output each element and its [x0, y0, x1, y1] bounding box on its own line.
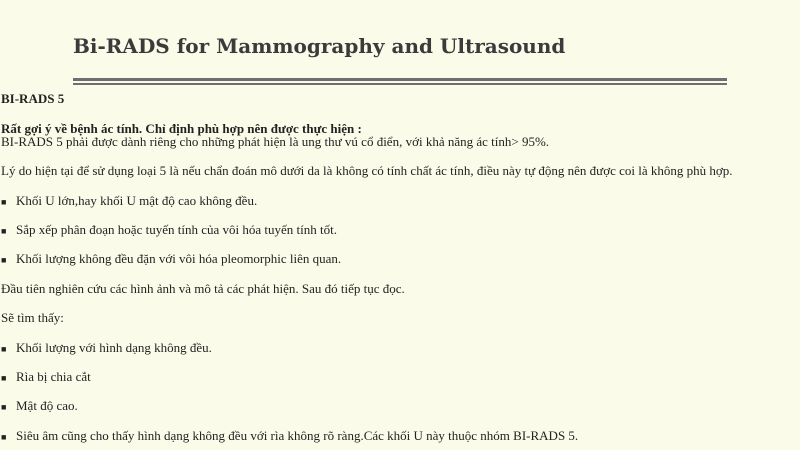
- section-heading: BI-RADS 5: [1, 91, 65, 106]
- title-divider-top: [73, 78, 727, 81]
- bullet-icon: ■: [1, 197, 7, 207]
- intro-paragraph: BI-RADS 5 phải được dành riêng cho những phát hiện là ung thư vú cổ điển, với khả năng ác tính> 95%.: [1, 134, 550, 149]
- will-see-label: Sẽ tìm thấy:: [1, 310, 64, 325]
- list-item-text: Mật độ cao.: [16, 398, 78, 413]
- list-item-text: Rìa bị chia cắt: [16, 369, 91, 384]
- list-item-text: Siêu âm cũng cho thấy hình dạng không đều với rìa không rõ ràng.Các khối U này thuộc nhóm BI-RADS 5.: [16, 428, 579, 443]
- bullet-icon: ■: [1, 226, 7, 236]
- title-divider-bottom: [73, 83, 727, 85]
- study-note-paragraph: Đầu tiên nghiên cứu các hình ảnh và mô tả các phát hiện. Sau đó tiếp tục đọc.: [1, 281, 405, 296]
- list-item-text: Sắp xếp phân đoạn hoặc tuyến tính của vôi hóa tuyến tính tốt.: [16, 222, 337, 237]
- list-item-text: Khối lượng với hình dạng không đều.: [16, 340, 212, 355]
- list-item-text: Khối U lớn,hay khối U mật độ cao không đều.: [16, 193, 258, 208]
- rationale-paragraph: Lý do hiện tại để sử dụng loại 5 là nếu chẩn đoán mô dưới da là không có tính chất ác tính, điều này tự động nên được coi là không phù hợp.: [1, 163, 733, 178]
- bullet-icon: ■: [1, 373, 7, 383]
- section-subheading: Rất gợi ý về bệnh ác tính. Chỉ định phù hợp nên được thực hiện :: [1, 121, 362, 136]
- bullet-icon: ■: [1, 255, 7, 265]
- bullet-icon: ■: [1, 432, 7, 442]
- bullet-icon: ■: [1, 402, 7, 412]
- page-title: Bi-RADS for Mammography and Ultrasound: [73, 34, 566, 58]
- bullet-icon: ■: [1, 344, 7, 354]
- list-item-text: Khối lượng không đều đặn với vôi hóa pleomorphic liên quan.: [16, 251, 342, 266]
